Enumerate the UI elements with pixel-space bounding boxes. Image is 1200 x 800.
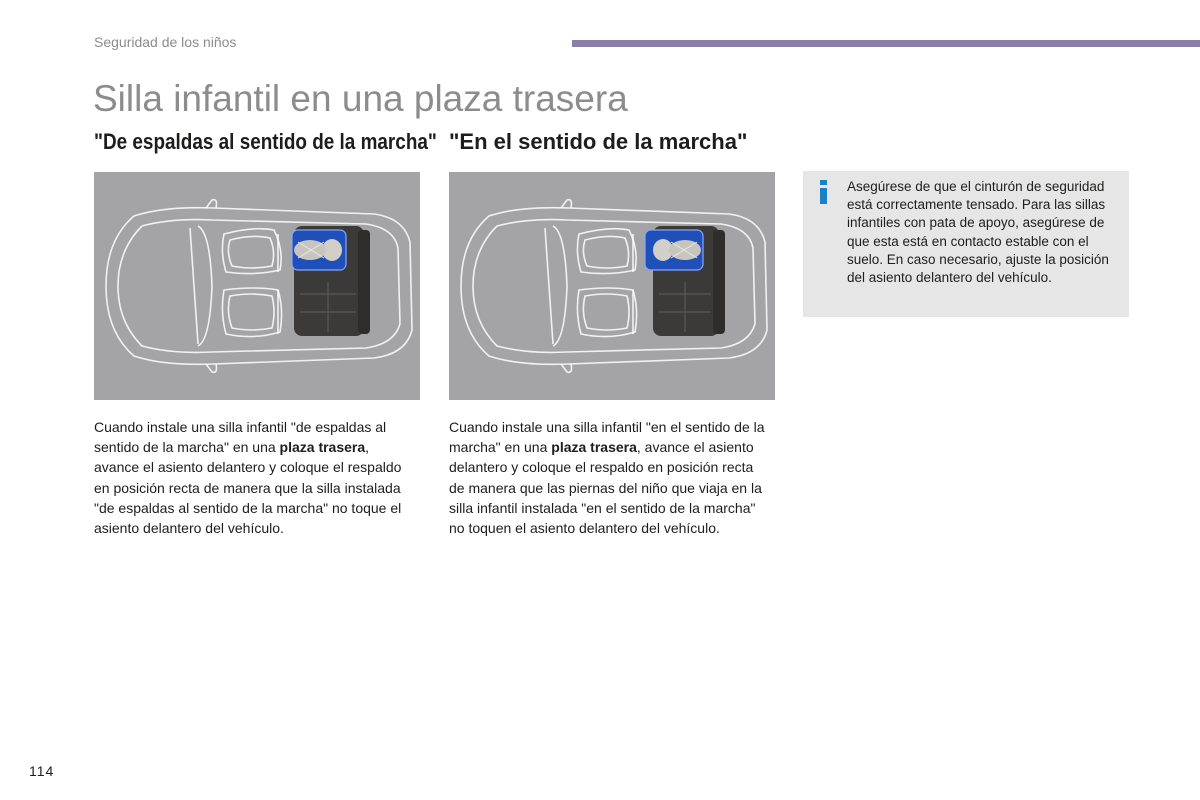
- info-box: [803, 171, 1129, 317]
- rear-facing-paragraph: [94, 417, 414, 538]
- page-number: 114: [29, 763, 55, 779]
- paragraph-text: Cuando instale una silla infantil "en el sentido de la marcha" en una: [449, 419, 765, 456]
- rear-facing-heading: "De espaldas al sentido de la marcha": [94, 129, 437, 154]
- paragraph-bold-term: plaza trasera: [279, 439, 366, 456]
- info-icon: [819, 180, 828, 204]
- paragraph-text: , avance el asiento delantero y coloque el respaldo en posición recta de manera que las piernas del niño que viaja en la silla infantil instalada "en el sentido de la marcha" no toquen el asiento delantero del vehículo.: [449, 439, 762, 537]
- header-accent-bar: [572, 40, 1200, 47]
- section-label: Seguridad de los niños: [94, 34, 237, 50]
- forward-facing-car-illustration: [449, 172, 775, 400]
- forward-facing-paragraph: [449, 417, 769, 538]
- paragraph-text: Cuando instale una silla infantil "de espaldas al sentido de la marcha" en una: [94, 419, 387, 456]
- rear-facing-car-illustration: [94, 172, 420, 400]
- forward-facing-heading: "En el sentido de la marcha": [449, 129, 748, 154]
- info-text: Asegúrese de que el cinturón de seguridad está correctamente tensado. Para las sillas infantiles con pata de apoyo, asegúrese de que esta está en contacto estable con el suelo. En caso necesario, ajuste la posición del asiento delantero del vehículo.: [847, 179, 1109, 286]
- paragraph-text: , avance el asiento delantero y coloque el respaldo en posición recta de manera que la silla instalada "de espaldas al sentido de la marcha" no toque el asiento delantero del vehículo.: [94, 439, 402, 537]
- paragraph-bold-term: plaza trasera: [551, 439, 637, 456]
- page-title: Silla infantil en una plaza trasera: [93, 78, 628, 119]
